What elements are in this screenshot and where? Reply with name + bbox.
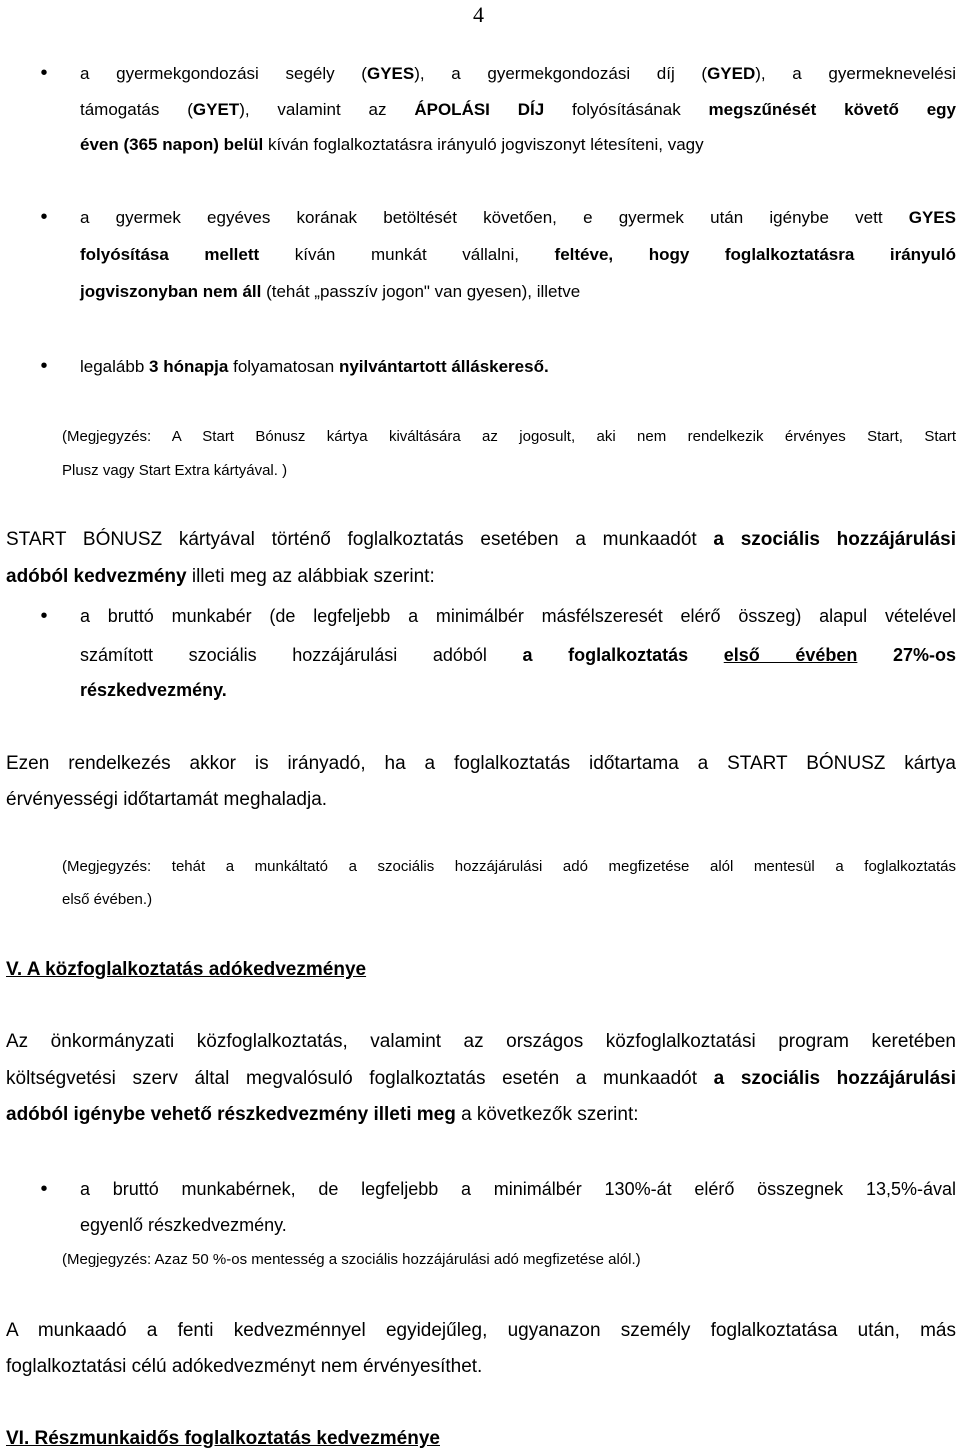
para3-line1: Az önkormányzati közfoglalkoztatás, valamint az országos közfoglalkoztatási program keretében — [6, 1031, 956, 1052]
bullet-icon: • — [40, 206, 48, 228]
section-heading-vi: VI. Részmunkaidős foglalkoztatás kedvezménye — [6, 1428, 440, 1449]
para1-line1: START BÓNUSZ kártyával történő foglalkoztatás esetében a munkaadót a szociális hozzájárulási — [6, 529, 957, 550]
bullet2-line2: folyósítása mellett kíván munkát vállalni, feltéve, hogy foglalkoztatásra irányuló — [80, 245, 957, 264]
para4-line2: foglalkoztatási célú adókedvezményt nem érvényesíthet. — [6, 1356, 483, 1377]
bullet1-line2: támogatás (GYET), valamint az ÁPOLÁSI DÍJ folyósításának megszűnését követő egy — [80, 100, 957, 119]
bullet-icon: • — [40, 355, 48, 377]
bullet-icon: • — [40, 1178, 48, 1200]
bullet-mid-line3: részkedvezmény. — [80, 680, 227, 700]
note2-line2: első évében.) — [62, 891, 153, 908]
bullet2-line3: jogviszonyban nem áll (tehát „passzív jogon" van gyesen), illetve — [80, 282, 581, 301]
bullet-mid-line2: számított szociális hozzájárulási adóból a foglalkoztatás első évében 27%-os — [80, 645, 956, 665]
para2-line1: Ezen rendelkezés akkor is irányadó, ha a foglalkoztatás időtartama a START BÓNUSZ kártya — [6, 753, 956, 774]
bullet-icon: • — [40, 605, 48, 627]
note1-line1: (Megjegyzés: A Start Bónusz kártya kiváltására az jogosult, aki nem rendelkezik érvényes Start, Start — [62, 428, 956, 445]
note2-line1: (Megjegyzés: tehát a munkáltató a szociális hozzájárulási adó megfizetése alól mentesül a foglalkoztatás — [62, 858, 956, 875]
bullet-mid-line1: a bruttó munkabér (de legfeljebb a minimálbér másfélszeresét elérő összeg) alapul vételével — [80, 606, 956, 626]
para4-line1: A munkaadó a fenti kedvezménnyel egyidejűleg, ugyanazon személy foglalkoztatása után, más — [6, 1320, 956, 1341]
bullet-low-line1: a bruttó munkabérnek, de legfeljebb a minimálbér 130%-át elérő összegnek 13,5%-ával — [80, 1179, 956, 1199]
bullet1-line1: a gyermekgondozási segély (GYES), a gyermekgondozási díj (GYED), a gyermeknevelési — [80, 64, 956, 83]
bullet-low-line2: egyenlő részkedvezmény. — [80, 1215, 287, 1235]
bullet-icon: • — [40, 62, 48, 84]
para2-line2: érvényességi időtartamát meghaladja. — [6, 789, 328, 810]
bullet1-line3: éven (365 napon) belül kíván foglalkoztatásra irányuló jogviszonyt létesíteni, vagy — [80, 135, 704, 154]
para3-line2: költségvetési szerv által megvalósuló foglalkoztatás esetén a munkaadót a szociális hozzájárulási — [6, 1068, 956, 1089]
para1-line2: adóból kedvezmény illeti meg az alábbiak szerint: — [6, 566, 435, 587]
page-number: 4 — [473, 2, 484, 27]
note1-line2: Plusz vagy Start Extra kártyával. ) — [62, 462, 288, 479]
note3: (Megjegyzés: Azaz 50 %-os mentesség a szociális hozzájárulási adó megfizetése alól.) — [62, 1251, 641, 1268]
para3-line3: adóból igénybe vehető részkedvezmény illeti meg a következők szerint: — [6, 1104, 639, 1125]
bullet2-line1: a gyermek egyéves korának betöltését követően, e gyermek után igénybe vett GYES — [80, 208, 956, 227]
bullet3-line1: legalább 3 hónapja folyamatosan nyilvántartott álláskereső. — [80, 357, 549, 376]
section-heading-v: V. A közfoglalkoztatás adókedvezménye — [6, 959, 367, 980]
